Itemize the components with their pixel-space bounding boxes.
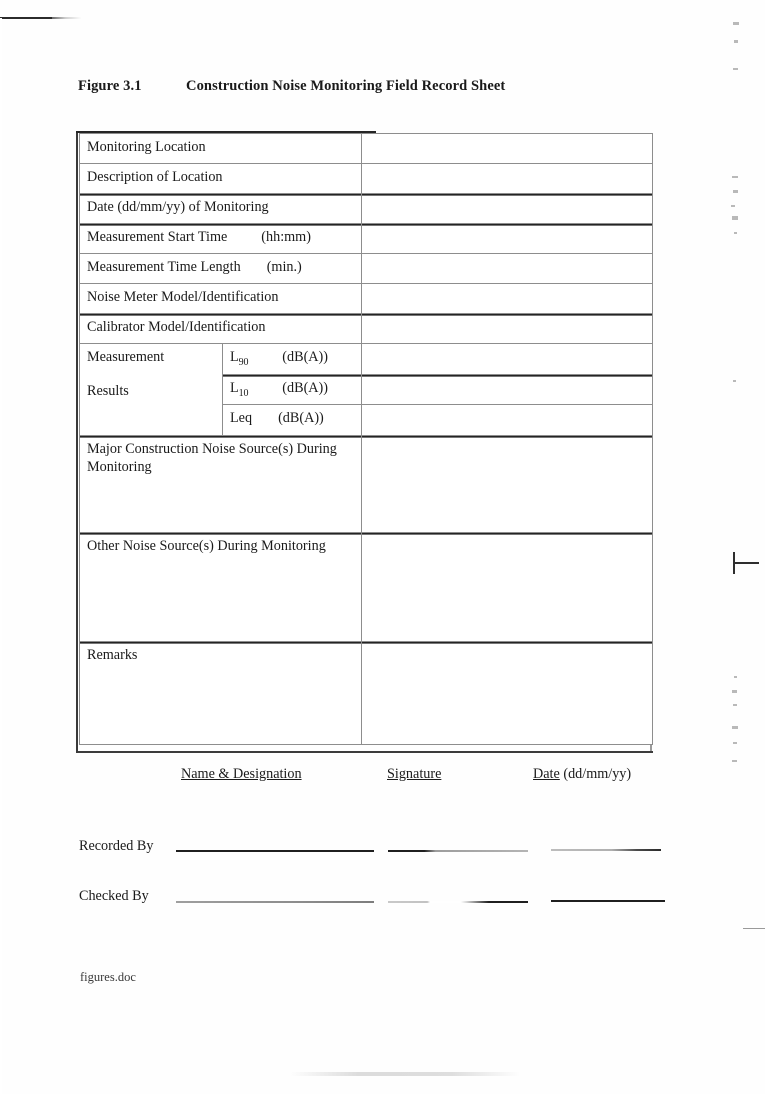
table-row-other-noise-sources bbox=[80, 532, 653, 641]
signature-row-label-checked-by: Checked By bbox=[79, 888, 149, 904]
signature-header-date-text: Date bbox=[533, 766, 560, 782]
row-label-monitoring-location: Monitoring Location bbox=[80, 134, 362, 164]
input-major-construction-noise-sources[interactable] bbox=[362, 435, 653, 532]
row-label-text: Measurement Start Time bbox=[87, 229, 228, 245]
table-row-calibrator-model bbox=[80, 314, 653, 344]
input-monitoring-location[interactable] bbox=[362, 134, 653, 164]
row-label-measurement-time-length bbox=[80, 254, 362, 284]
metric-units: (dB(A)) bbox=[278, 410, 324, 427]
signature-line-checked-date[interactable] bbox=[551, 900, 665, 902]
table-row-major-construction-noise-sources bbox=[80, 435, 653, 532]
signature-line-recorded-date[interactable] bbox=[551, 849, 661, 851]
input-l90[interactable] bbox=[362, 344, 653, 375]
measurement-results-line1: Measurement bbox=[87, 349, 165, 365]
row-label-other-noise-sources: Other Noise Source(s) During Monitoring bbox=[80, 532, 362, 641]
table-row-measurement-start-time bbox=[80, 224, 653, 254]
metric-label-l10 bbox=[223, 374, 362, 405]
signature-line-recorded-name[interactable] bbox=[176, 850, 374, 852]
metric-label-leq bbox=[223, 405, 362, 436]
metric-units: (dB(A)) bbox=[282, 349, 328, 365]
scan-artifact-right-rule bbox=[743, 928, 765, 929]
figure-title bbox=[78, 78, 505, 95]
signature-header-signature-text: Signature bbox=[387, 766, 442, 782]
row-units-time-length: (min.) bbox=[266, 259, 302, 275]
row-label-noise-meter-model: Noise Meter Model/Identification bbox=[80, 284, 362, 314]
scan-artifact-left-edge bbox=[0, 18, 2, 1094]
signature-header-date bbox=[533, 766, 631, 783]
scan-artifact-bottom-smudge bbox=[290, 1072, 520, 1076]
row-label-text: Measurement Time Length bbox=[87, 259, 241, 275]
signature-line-checked-signature[interactable] bbox=[388, 901, 528, 903]
signature-row-label-recorded-by: Recorded By bbox=[79, 838, 154, 854]
measurement-results-line2: Results bbox=[87, 383, 129, 400]
scan-artifact-bracket bbox=[733, 552, 759, 574]
row-label-remarks: Remarks bbox=[80, 641, 362, 744]
scan-artifact-right-margin bbox=[729, 0, 743, 1094]
signature-header-date-format: (dd/mm/yy) bbox=[559, 766, 632, 782]
signature-line-recorded-signature[interactable] bbox=[388, 850, 528, 852]
row-label-description-of-location: Description of Location bbox=[80, 164, 362, 194]
table-row-description-of-location bbox=[80, 164, 653, 194]
row-label-measurement-start-time bbox=[80, 224, 362, 254]
input-measurement-time-length[interactable] bbox=[362, 254, 653, 284]
input-description-of-location[interactable] bbox=[362, 164, 653, 194]
scan-artifact-top-edge bbox=[0, 17, 52, 19]
row-label-measurement-results bbox=[80, 344, 223, 436]
input-noise-meter-model[interactable] bbox=[362, 284, 653, 314]
figure-number: Figure 3.1 bbox=[78, 78, 142, 94]
scan-artifact-top-edge-fade bbox=[52, 17, 82, 19]
table-row-date-of-monitoring bbox=[80, 194, 653, 224]
table-row-monitoring-location bbox=[80, 134, 653, 164]
metric-subscript: 10 bbox=[238, 387, 249, 399]
input-measurement-start-time[interactable] bbox=[362, 224, 653, 254]
table-frame-bottom bbox=[78, 751, 653, 753]
input-other-noise-sources[interactable] bbox=[362, 532, 653, 641]
input-leq[interactable] bbox=[362, 405, 653, 436]
table-frame-left bbox=[76, 133, 78, 753]
input-l10[interactable] bbox=[362, 374, 653, 405]
signature-header-name bbox=[181, 766, 302, 783]
metric-symbol: L bbox=[230, 349, 239, 365]
row-label-calibrator-model: Calibrator Model/Identification bbox=[80, 314, 362, 344]
metric-units: (dB(A)) bbox=[282, 379, 328, 396]
metric-symbol: Leq bbox=[230, 410, 253, 427]
row-label-date-of-monitoring: Date (dd/mm/yy) of Monitoring bbox=[80, 194, 362, 224]
metric-symbol: L bbox=[230, 379, 239, 396]
row-label-major-construction-noise-sources: Major Construction Noise Source(s) During Monitoring bbox=[80, 435, 362, 532]
field-record-table bbox=[79, 133, 653, 745]
table-row-noise-meter-model bbox=[80, 284, 653, 314]
figure-title-text: Construction Noise Monitoring Field Record Sheet bbox=[186, 78, 506, 94]
input-date-of-monitoring[interactable] bbox=[362, 194, 653, 224]
metric-label-l90 bbox=[223, 344, 362, 375]
input-calibrator-model[interactable] bbox=[362, 314, 653, 344]
table-row-measurement-time-length bbox=[80, 254, 653, 284]
document-footer: figures.doc bbox=[80, 970, 136, 984]
metric-subscript: 90 bbox=[238, 356, 249, 368]
signature-header-signature bbox=[387, 766, 441, 783]
signature-line-checked-name[interactable] bbox=[176, 901, 374, 903]
signature-header-name-text: Name & Designation bbox=[181, 766, 302, 782]
input-remarks[interactable] bbox=[362, 641, 653, 744]
row-units-start-time: (hh:mm) bbox=[261, 229, 311, 245]
table-row-remarks bbox=[80, 641, 653, 744]
table-row-measurement-results-l90 bbox=[80, 344, 653, 375]
